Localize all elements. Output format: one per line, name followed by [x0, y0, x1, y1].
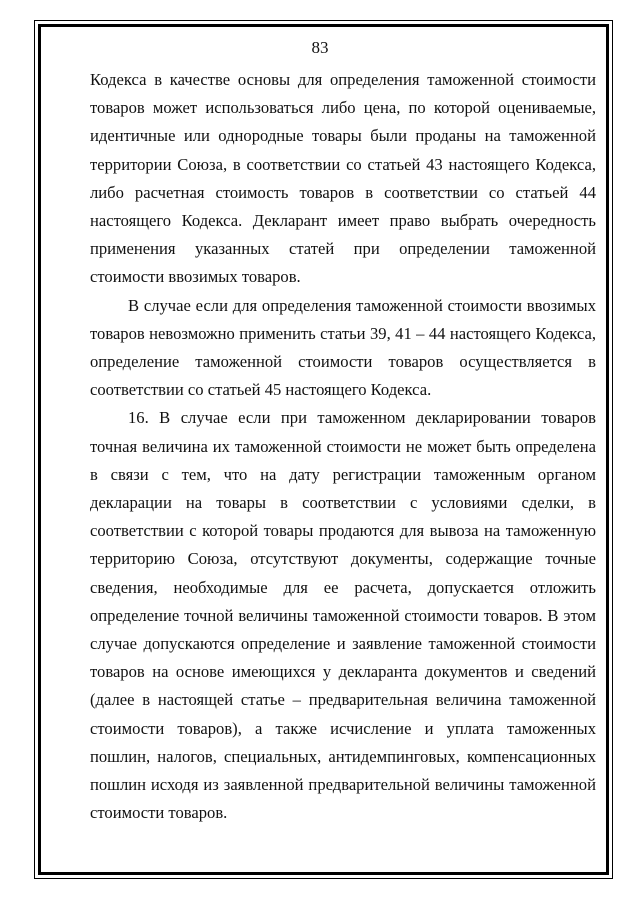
page-number: 83 [311, 38, 329, 57]
paragraph-alternative-method: В случае если для определения таможенной стоимости ввозимых товаров невозможно применить статьи 39, 41 – 44 настоящего Кодекса, определение таможенной стоимости товаров осуществляется в соответствии со статьей 45 настоящего Кодекса. [90, 295, 596, 400]
document-body [90, 66, 596, 827]
paragraph-continuation: Кодекса в качестве основы для определения таможенной стоимости товаров может использоваться либо цена, по которой оцениваемые, идентичные или однородные товары были проданы на таможенной территории Союза, в соответствии со статьей 43 настоящего Кодекса, либо расчетная стоимость товаров в соответствии со статьей 44 настоящего Кодекса. Декларант имеет право выбрать очередность применения указанных статей при определении таможенной стоимости ввозимых товаров. [90, 70, 596, 287]
paragraph-clause-16: 16. В случае если при таможенном декларировании товаров точная величина их таможенной стоимости не может быть определена в связи с тем, что на дату регистрации таможенным органом декларации на товары в соответствии с условиями сделки, в соответствии с которой товары продаются для вывоза на таможенную территорию Союза, отсутствуют документы, содержащие точные сведения, необходимые для ее расчета, допускается отложить определение точной величины таможенной стоимости товаров. В этом случае допускаются определение и заявление таможенной стоимости товаров на основе имеющихся у декларанта документов и сведений (далее в настоящей статье – предварительная величина таможенной стоимости товаров), а также исчисление и уплата таможенных пошлин, налогов, специальных, антидемпинговых, компенсационных пошлин исходя из заявленной предварительной величины таможенной стоимости товаров. [90, 408, 596, 823]
